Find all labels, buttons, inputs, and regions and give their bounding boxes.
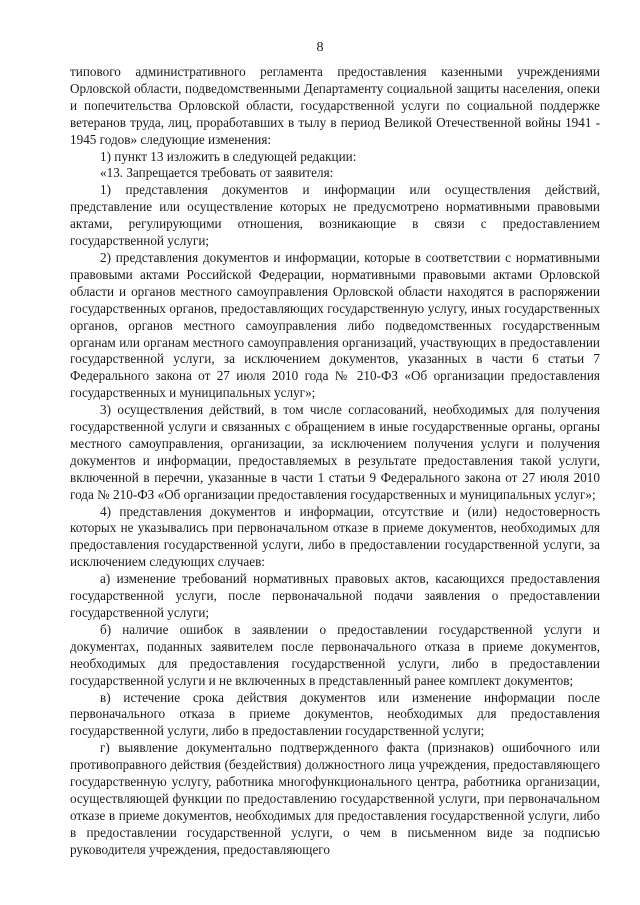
page-number: 8	[316, 40, 324, 55]
paragraph-case-g: г) выявление документально подтвержденного факта (признаков) ошибочного или противоправного действия (бездействия) должностного лица учреждения, предоставляющего государственную услугу, работника многофункционального центра, работника организации, осуществляющей функции по предоставлению государственной услуги, при первоначальном отказе в приеме документов, необходимых для предоставления государственной услуги, либо в предоставлении государственной услуги, о чем в письменном виде за подписью руководителя учреждения, предоставляющего	[70, 740, 600, 857]
paragraph-subitem-3: 3) осуществления действий, в том числе согласований, необходимых для получения государственной услуги и связанных с обращением в иные государственные органы, органы местного самоуправления, организации, за исключением получения услуги и получения документов и информации, предоставляемых в результате предоставления такой услуги, включенной в перечни, указанные в части 1 статьи 9 Федерального закона от 27 июля 2010 года № 210-ФЗ «Об организации предоставления государственных и муниципальных услуг»;	[70, 402, 600, 502]
paragraph-subitem-2: 2) представления документов и информации, которые в соответствии с нормативными правовыми актами Российской Федерации, нормативными правовыми актами Орловской области и органов местного самоуправления Орловской области находятся в распоряжении государственных органов, предоставляющих государственную услугу, иных государственных органов, органов местного самоуправления либо подведомственных государственным органам или органам местного самоуправления организаций, участвующих в предоставлении государственной услуги, за исключением документов, указанных в части 6 статьи 7 Федерального закона от 27 июля 2010 года № 210-ФЗ «Об организации предоставления государственных и муниципальных услуг»;	[70, 249, 600, 401]
paragraph-case-b: б) наличие ошибок в заявлении о предоставлении государственной услуги и документах, поданных заявителем после первоначального отказа в приеме документов, необходимых для предоставления государственной услуги, либо в предоставлении государственной услуги и не включенных в представленный ранее комплект документов;	[70, 621, 600, 688]
paragraph-subitem-4: 4) представления документов и информации, отсутствие и (или) недостоверность которых не указывались при первоначальном отказе в приеме документов, необходимых для предоставления государственной услуги, либо в предоставлении государственной услуги, за исключением следующих случаев:	[70, 503, 600, 570]
paragraph-intro: типового административного регламента предоставления казенными учреждениями Орловской области, подведомственными Департаменту социальной защиты населения, опеки и попечительства Орловской области, государственной услуги по социальной поддержке ветеранов труда, лиц, проработавших в тылу в период Великой Отечественной войны 1941 - 1945 годов» следующие изменения:	[70, 64, 600, 147]
paragraph-item-1-heading: 1) пункт 13 изложить в следующей редакции:	[100, 148, 357, 164]
document-body	[70, 64, 600, 859]
paragraph-point-13: «13. Запрещается требовать от заявителя:	[100, 165, 334, 181]
paragraph-case-v: в) истечение срока действия документов или изменение информации после первоначального отказа в приеме документов, необходимых для предоставления государственной услуги, либо в предоставлении государственной услуги;	[70, 689, 600, 739]
paragraph-subitem-1: 1) представления документов и информации или осуществления действий, представление или осуществление которых не предусмотрено нормативными правовыми актами, регулирующими отношения, возникающие в связи с предоставлением государственной услуги;	[70, 182, 600, 249]
paragraph-case-a: а) изменение требований нормативных правовых актов, касающихся предоставления государственной услуги, после первоначальной подачи заявления о предоставлении государственной услуги;	[70, 571, 600, 620]
